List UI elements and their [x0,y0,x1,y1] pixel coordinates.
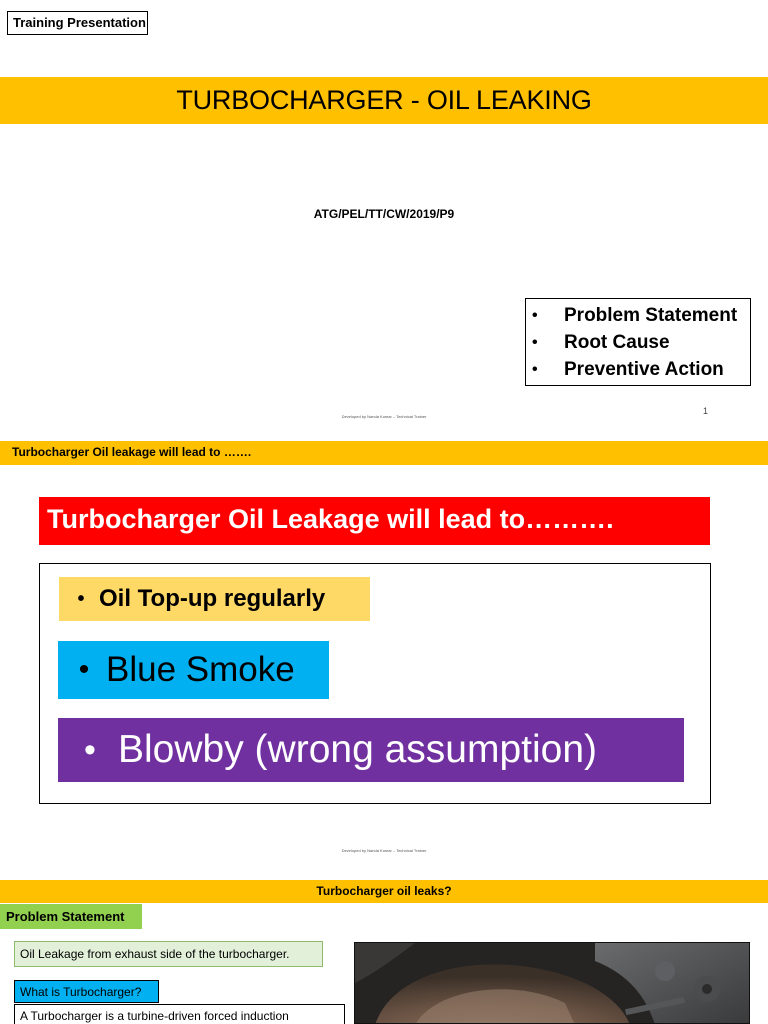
slide-header: Turbocharger Oil leakage will lead to ……. [0,441,768,465]
consequence-label: Blowby (wrong assumption) [118,728,598,771]
consequence-item [58,641,329,699]
agenda-box [525,298,751,386]
bullet-icon: • [532,333,538,351]
section-label: Problem Statement [0,904,142,929]
consequence-label: Blue Smoke [106,650,295,689]
bullet-icon: • [532,360,538,378]
document-code: ATG/PEL/TT/CW/2019/P9 [313,207,455,221]
bullet-icon: • [77,587,85,610]
agenda-label: Preventive Action [564,358,724,380]
consequence-banner: Turbocharger Oil Leakage will lead to………. [39,497,710,545]
slide-header: Turbocharger oil leaks? [0,880,768,903]
turbocharger-image [355,943,750,1024]
problem-statement: Oil Leakage from exhaust side of the turbocharger. [14,941,323,967]
slide-title: TURBOCHARGER - OIL LEAKING [176,85,592,115]
bullet-icon: • [532,306,538,324]
bullet-icon: • [78,653,90,686]
agenda-label: Root Cause [564,331,670,353]
consequence-item [59,577,370,621]
agenda-item [532,329,750,356]
consequence-list [39,563,711,804]
slide-footer: Developed by Nanda Kumar – Technical Trainer [341,848,427,853]
definition-text: A Turbocharger is a turbine-driven forced induction [14,1004,345,1024]
bullet-icon: • [84,730,96,769]
slide-footer: Developed by Nanda Kumar – Technical Trainer [341,414,427,419]
page-number: 1 [703,406,709,416]
presentation-tag: Training Presentation [7,11,148,35]
consequence-item [58,718,684,782]
agenda-item [532,356,750,383]
slide-title-bar [0,77,768,124]
agenda-item [532,302,750,329]
question-label: What is Turbocharger? [14,980,159,1003]
consequence-label: Oil Top-up regularly [99,585,326,612]
agenda-label: Problem Statement [564,304,738,326]
turbocharger-photo [354,942,750,1024]
